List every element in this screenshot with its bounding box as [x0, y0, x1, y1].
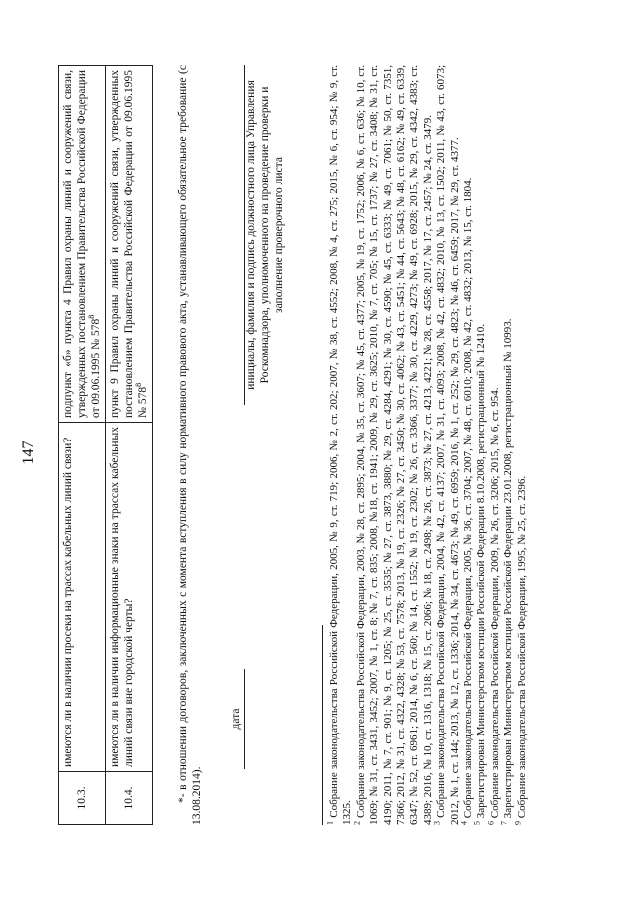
signature-area	[228, 65, 308, 825]
asterisk-note: *- в отношении договоров, заключенных с момента вступления в силу нормативного правового акта, устанавливающего обязательное требование (с 13.08.2014).	[177, 65, 203, 825]
checklist-table	[58, 65, 153, 825]
footnote-ref: 8	[87, 314, 97, 319]
page-number: 147	[20, 440, 37, 465]
footnote	[472, 65, 488, 825]
footnote-text: Собрание законодательства Российской Федерации, 2009, № 26, ст. 3206; 2015, № 6, ст. 954.	[488, 387, 501, 819]
signature-label: инициалы, фамилия и подпись должностного лица Управления Роскомнадзора, уполномоченного на проведение проверки и заполнение проверочного листа	[245, 80, 285, 390]
footnote-mark: 5	[472, 821, 482, 825]
footnote-ref: 8	[134, 382, 144, 387]
footnote-text: Зарегистрирован Министерством юстиции Российской Федерации 23.01.2008, регистрационный № 10993.	[502, 318, 515, 819]
footnote-text: Собрание законодательства Российской Федерации, 2005, № 36, ст. 3704; 2007, № 48, ст. 6010; 2008, № 42, ст. 4832; 2013, № 15, ст. 1804.	[462, 177, 475, 819]
footnote	[459, 65, 475, 825]
table-row	[106, 66, 153, 825]
table-row	[59, 66, 106, 825]
footnote-text: Собрание законодательства Российской Федерации, 2003, № 28, ст. 2895; 2004, № 35, ст. 3607; № 45, ст. 4377; 2005, № 19, ст. 1752; 2006, № 6, ст. 636; № 10, ст. 1069; № 31, ст. 3431, 3452; 2007, № 1, ст. 8; № 7, ст. 835; 2008, №18, ст. 1941; 2009, № 29, ст. 3625; 2010, № 7, ст. 705; № 15, ст. 1737; № 27, ст. 3408; № 31, ст. 4190; 2011, № 7, ст. 901; № 9, ст. 1205; № 25, ст. 3535; № 27, ст. 3873, 3880; № 29, ст. 4284, 4291; № 30, ст. 4590; № 45, ст. 6333; № 49, ст. 7061; № 50, ст. 7351, 7366; 2012, № 31, ст. 4322, 4328; № 53, ст. 7578; 2013, № 19, ст. 2326; № 27, ст. 3450; № 30, ст. 4062; № 43, ст. 5451; № 44, ст. 5643; № 48, ст. 6162; № 49, ст. 6339, 6347; № 52, ст. 6961; 2014, № 6, ст. 560; № 14, ст. 1552; № 19, ст. 2302; № 26, ст. 3366, 3377; № 30, ст. 4229, 4273; № 49, ст. 6928; 2015, № 29, ст. 4342, 4383; ст. 4389; 2016, № 10, ст. 1316, 1318; № 15, ст. 2066; № 18, ст. 2498; № 26, ст. 3873; № 27, ст. 4213, 4221; № 28, ст. 4558; 2017, № 17, ст. 2457; № 24, ст. 3479.	[354, 65, 434, 825]
footnote-mark: 9	[513, 821, 523, 825]
footnotes	[325, 64, 529, 825]
reference-text: пункт 9 Правил охраны линий и сооружений связи, утвержденных постановлением Правительства Российской Федерации от 09.06.1995 № 578	[109, 70, 149, 418]
footnote-mark: 1	[325, 821, 335, 825]
row-question: имеются ли в наличии просеки на трассах кабельных линий связи?	[59, 423, 106, 772]
row-question: имеются ли в наличии информационные знаки на трассах кабельных линий связи вне городской черты?	[106, 423, 153, 772]
footnote	[432, 64, 462, 825]
row-number: 10.4.	[106, 772, 153, 825]
footnote	[486, 65, 502, 825]
footnote	[325, 65, 355, 825]
footnote-text: Собрание законодательства Российской Федерации, 1995, № 25, ст. 2396.	[515, 475, 528, 819]
date-line	[244, 669, 245, 769]
reference-text: подпункт «б» пункта 4 Правил охраны линий и сооружений связи, утвержденных постановлением Правительства Российской Федерации от 09.06.1995 № 578	[62, 70, 102, 418]
footnote-mark: 3	[432, 821, 442, 825]
row-reference	[59, 66, 106, 423]
row-number: 10.3.	[59, 772, 106, 825]
row-reference	[106, 66, 153, 423]
footnote-text: Собрание законодательства Российской Федерации, 2005, № 9, ст. 719; 2006, № 2, ст. 202; 2007, № 38, ст. 4552; 2008, № 4, ст. 275; 2015, № 6, ст. 954; № 9, ст. 1325.	[328, 65, 354, 825]
footnote-mark: 7	[499, 821, 509, 825]
footnote	[499, 65, 515, 825]
footnote	[513, 65, 529, 825]
footnote-mark: 6	[486, 821, 496, 825]
footnote-mark: 4	[459, 821, 469, 825]
date-label: дата	[230, 708, 242, 730]
footnote-mark: 2	[352, 821, 362, 825]
footnote-divider	[322, 625, 323, 825]
footnote-text: Зарегистрирован Министерством юстиции Российской Федерации 8.10.2008, регистрационный № 12410.	[475, 324, 488, 819]
footnote	[352, 65, 435, 825]
footnote-text: Собрание законодательства Российской Федерации, 2004, № 42, ст. 4137; 2007, № 31, ст. 4093; 2008, № 42, ст. 4832; 2010, № 13, ст. 1502; 2011, № 43, ст. 6073; 2012, № 1, ст. 144; 2013, № 12, ст. 1336; 2014, № 34, ст. 4673; № 49, ст. 6959; 2016, № 1, ст. 252; № 29, ст. 4823; № 46, ст. 6459; 2017, № 29, ст. 4377.	[435, 64, 461, 825]
